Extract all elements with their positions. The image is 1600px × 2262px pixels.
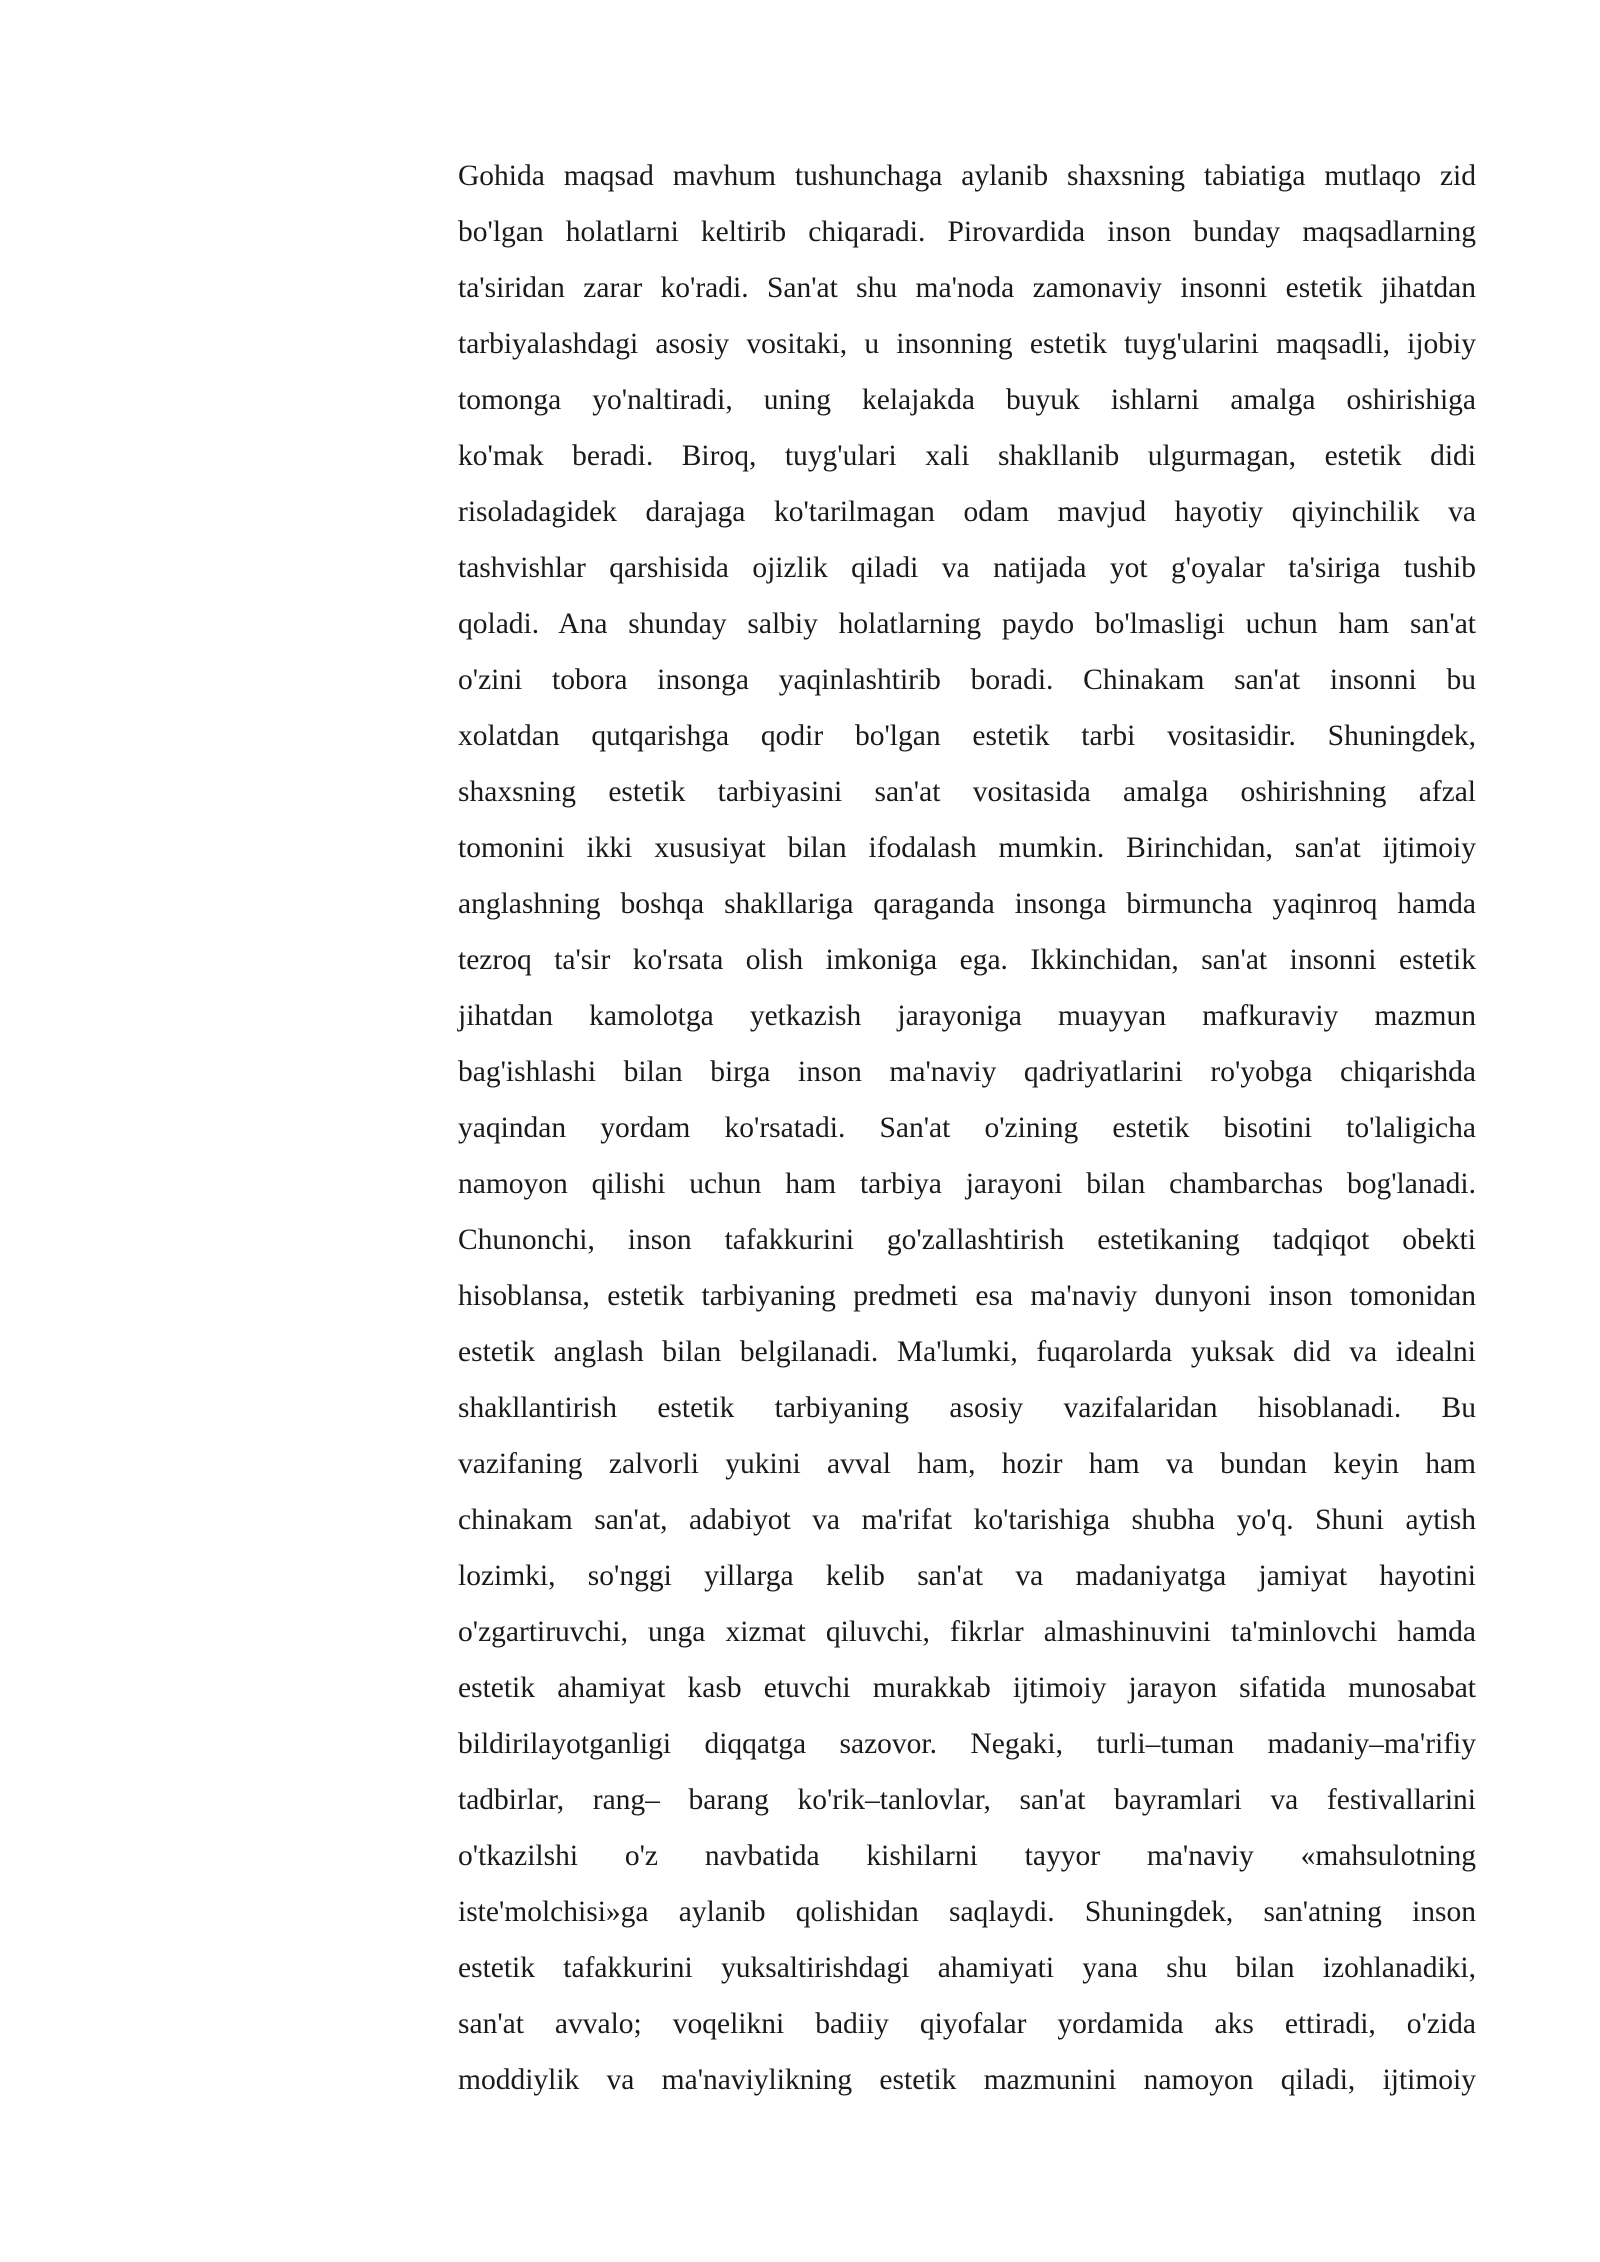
text-line: risoladagidek darajaga ko'tarilmagan odam mavjud hayotiy qiyinchilik va: [458, 496, 1476, 528]
text-line: bo'lgan holatlarni keltirib chiqaradi. Pirovardida inson bunday maqsadlarning: [458, 216, 1476, 248]
text-line: san'at avvalo; voqelikni badiiy qiyofalar yordamida aks ettiradi, o'zida: [458, 2008, 1476, 2040]
text-line: moddiylik va ma'naviylikning estetik mazmunini namoyon qiladi, ijtimoiy: [458, 2064, 1476, 2096]
text-line: bildirilayotganligi diqqatga sazovor. Negaki, turli–tuman madaniy–ma'rifiy: [458, 1728, 1476, 1760]
text-line: estetik tafakkurini yuksaltirishdagi ahamiyati yana shu bilan izohlanadiki,: [458, 1952, 1476, 1984]
text-line: o'zgartiruvchi, unga xizmat qiluvchi, fikrlar almashinuvini ta'minlovchi hamda: [458, 1616, 1476, 1648]
text-line: tadbirlar, rang– barang ko'rik–tanlovlar, san'at bayramlari va festivallarini: [458, 1784, 1476, 1816]
text-line: lozimki, so'nggi yillarga kelib san'at va madaniyatga jamiyat hayotini: [458, 1560, 1476, 1592]
text-line: o'zini tobora insonga yaqinlashtirib boradi. Chinakam san'at insonni bu: [458, 664, 1476, 696]
text-line: Gohida maqsad mavhum tushunchaga aylanib shaxsning tabiatiga mutlaqo zid: [458, 160, 1476, 192]
text-line: jihatdan kamolotga yetkazish jarayoniga muayyan mafkuraviy mazmun: [458, 1000, 1476, 1032]
text-line: bag'ishlashi bilan birga inson ma'naviy qadriyatlarini ro'yobga chiqarishda: [458, 1056, 1476, 1088]
text-line: anglashning boshqa shakllariga qaraganda insonga birmuncha yaqinroq hamda: [458, 888, 1476, 920]
text-line: tashvishlar qarshisida ojizlik qiladi va natijada yot g'oyalar ta'siriga tushib: [458, 552, 1476, 584]
text-line: hisoblansa, estetik tarbiyaning predmeti esa ma'naviy dunyoni inson tomonidan: [458, 1280, 1476, 1312]
text-line: estetik ahamiyat kasb etuvchi murakkab ijtimoiy jarayon sifatida munosabat: [458, 1672, 1476, 1704]
text-line: xolatdan qutqarishga qodir bo'lgan estetik tarbi vositasidir. Shuningdek,: [458, 720, 1476, 752]
text-line: namoyon qilishi uchun ham tarbiya jarayoni bilan chambarchas bog'lanadi.: [458, 1168, 1476, 1200]
body-paragraph: [458, 148, 1476, 2108]
text-line: tomonini ikki xususiyat bilan ifodalash mumkin. Birinchidan, san'at ijtimoiy: [458, 832, 1476, 864]
text-line: estetik anglash bilan belgilanadi. Ma'lumki, fuqarolarda yuksak did va idealni: [458, 1336, 1476, 1368]
text-line: Chunonchi, inson tafakkurini go'zallashtirish estetikaning tadqiqot obekti: [458, 1224, 1476, 1256]
text-line: yaqindan yordam ko'rsatadi. San'at o'zining estetik bisotini to'laligicha: [458, 1112, 1476, 1144]
text-line: tomonga yo'naltiradi, uning kelajakda buyuk ishlarni amalga oshirishiga: [458, 384, 1476, 416]
text-line: ta'siridan zarar ko'radi. San'at shu ma'noda zamonaviy insonni estetik jihatdan: [458, 272, 1476, 304]
text-line: shaxsning estetik tarbiyasini san'at vositasida amalga oshirishning afzal: [458, 776, 1476, 808]
text-line: chinakam san'at, adabiyot va ma'rifat ko'tarishiga shubha yo'q. Shuni aytish: [458, 1504, 1476, 1536]
text-line: ko'mak beradi. Biroq, tuyg'ulari xali shakllanib ulgurmagan, estetik didi: [458, 440, 1476, 472]
text-line: o'tkazilshi o'z navbatida kishilarni tayyor ma'naviy «mahsulotning: [458, 1840, 1476, 1872]
text-line: vazifaning zalvorli yukini avval ham, hozir ham va bundan keyin ham: [458, 1448, 1476, 1480]
text-line: tarbiyalashdagi asosiy vositaki, u insonning estetik tuyg'ularini maqsadli, ijobiy: [458, 328, 1476, 360]
text-line: qoladi. Ana shunday salbiy holatlarning paydo bo'lmasligi uchun ham san'at: [458, 608, 1476, 640]
text-line: shakllantirish estetik tarbiyaning asosiy vazifalaridan hisoblanadi. Bu: [458, 1392, 1476, 1424]
text-line: tezroq ta'sir ko'rsata olish imkoniga ega. Ikkinchidan, san'at insonni estetik: [458, 944, 1476, 976]
text-line: iste'molchisi»ga aylanib qolishidan saqlaydi. Shuningdek, san'atning inson: [458, 1896, 1476, 1928]
